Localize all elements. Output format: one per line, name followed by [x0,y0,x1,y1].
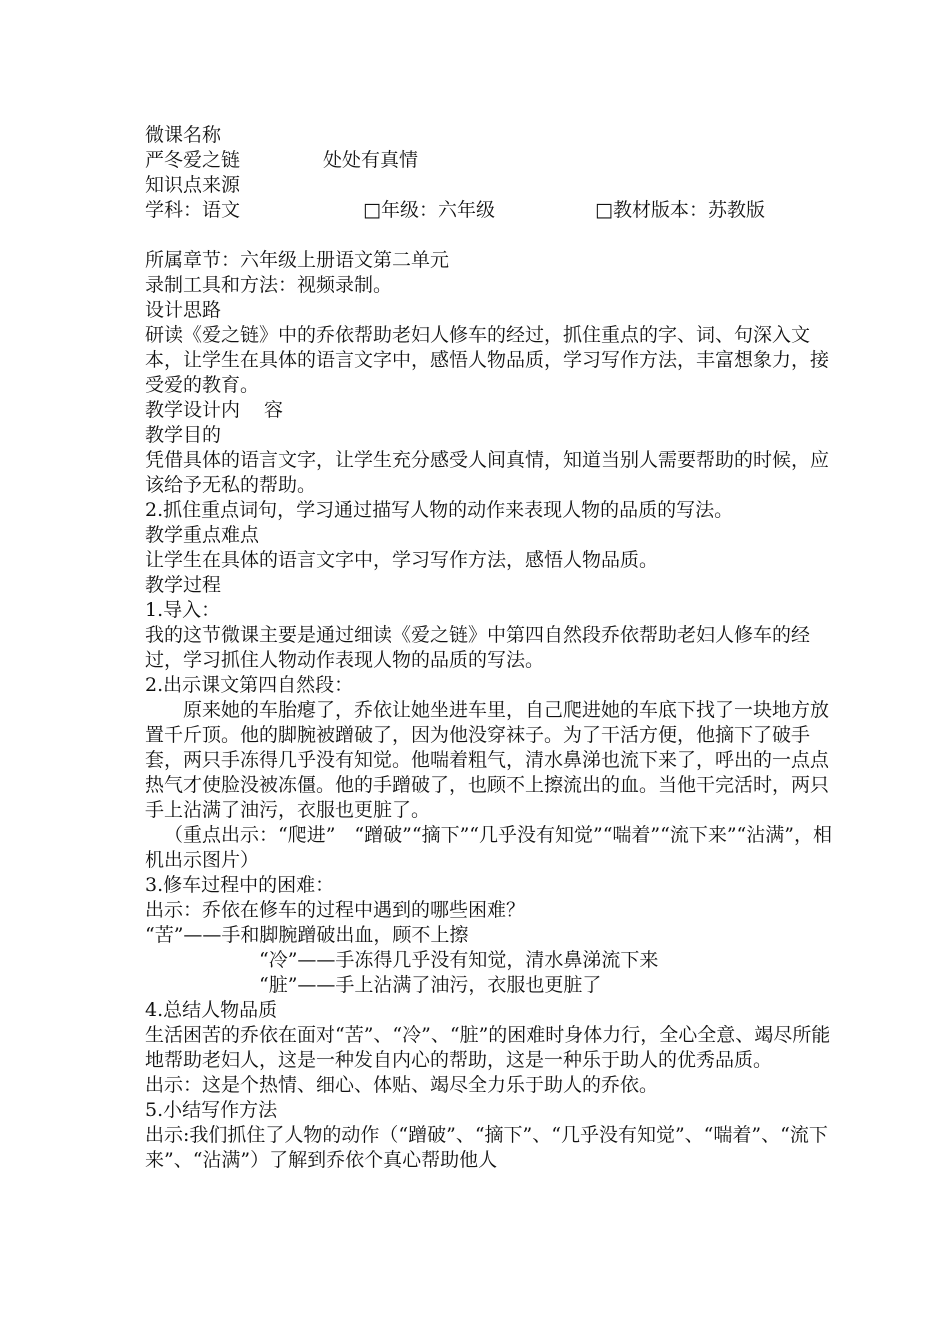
teaching-design-heading [145,398,835,423]
recording-method-field: 录制工具和方法：视频录制。 [145,274,393,296]
objective-item-2: 2.抓住重点词句，学习通过描写人物的动作来表现人物的品质的写法。 [145,499,734,521]
lesson-title-part2: 处处有真情 [323,149,419,171]
knowledge-source-label: 知识点来源 [145,174,241,196]
lesson-title-row [145,148,835,173]
lesson-title-part1: 严冬爱之链 [145,149,241,171]
teaching-process-heading: 教学过程 [145,574,222,596]
step-1-paragraph: 我的这节微课主要是通过细读《爱之链》中第四自然段乔依帮助老妇人修车的经过，学习抓住人物动作表现人物的品质的写法。 [145,624,811,671]
difficulty-cold: “冷”——手冻得几乎没有知觉，清水鼻涕流下来 [259,949,659,971]
teaching-objective-heading: 教学目的 [145,424,222,446]
design-idea-paragraph: 研读《爱之链》中的乔依帮助老妇人修车的经过，抓住重点的字、词、句深入文本，让学生在具体的语言文字中，感悟人物品质，学习写作方法，丰富想象力，接受爱的教育。 [145,324,830,396]
difficulty-dirty: “脏”——手上沾满了油污，衣服也更脏了 [259,974,602,996]
step-4-heading: 4.总结人物品质 [145,999,278,1021]
key-points-text: 让学生在具体的语言文字中，学习写作方法，感悟人物品质。 [145,549,659,571]
objective-paragraph-1: 凭借具体的语言文字，让学生充分感受人间真情，知道当别人需要帮助的时候，应该给予无私的帮助。 [145,449,830,496]
chapter-field: 所属章节：六年级上册语文第二单元 [145,249,450,271]
step-3-heading: 3.修车过程中的困难： [145,874,335,896]
teaching-design-heading-part2: 容 [264,399,284,421]
teaching-design-heading-part1: 教学设计内 [145,399,241,421]
subject-field: 学科：语文 [145,199,241,221]
key-points-heading: 教学重点难点 [145,524,260,546]
step-5-heading: 5.小结写作方法 [145,1099,278,1121]
character-summary-display: 出示：这是个热情、细心、体贴、竭尽全力乐于助人的乔依。 [145,1074,659,1096]
subject-grade-row [145,198,835,223]
writing-method-paragraph: 出示:我们抓住了人物的动作（“蹭破”、“摘下”、“几乎没有知觉”、“喘着”、“流下来”、“沾满”）了解到乔依个真心帮助他人 [145,1124,828,1171]
grade-field: □年级：六年级 [363,199,495,221]
design-idea-heading: 设计思路 [145,299,222,321]
text-passage-paragraph: 原来她的车胎瘪了，乔依让她坐进车里，自己爬进她的车底下找了一块地方放置千斤顶。他的脚腕被蹭破了，因为他没穿袜子。为了干活方便，他摘下了破手套，两只手冻得几乎没有知觉。他喘着粗气，清水鼻涕也流下来了，呼出的一点点热气才使脸没被冻僵。他的手蹭破了，也顾不上擦流出的血。当他干完活时，两只手上沾满了油污，衣服也更脏了。 [145,699,830,821]
step-1-heading: 1.导入： [145,599,221,621]
difficulty-bitter: “苦”——手和脚腕蹭破出血，顾不上擦 [145,924,469,946]
step-2-heading: 2.出示课文第四自然段： [145,674,354,696]
document-page [145,123,835,1173]
difficulty-question: 出示：乔依在修车的过程中遇到的哪些困难？ [145,899,526,921]
key-words-paragraph: （重点出示：“爬进” “蹭破”“摘下”“几乎没有知觉”“喘着”“流下来”“沾满”，相机出示图片） [145,824,832,871]
textbook-version-field: □教材版本：苏教版 [595,199,765,221]
micro-lesson-name-label: 微课名称 [145,124,222,146]
spacer [145,223,835,248]
character-summary-paragraph: 生活困苦的乔依在面对“苦”、“冷”、“脏”的困难时身体力行，全心全意、竭尽所能地帮助老妇人，这是一种发自内心的帮助，这是一种乐于助人的优秀品质。 [145,1024,831,1071]
